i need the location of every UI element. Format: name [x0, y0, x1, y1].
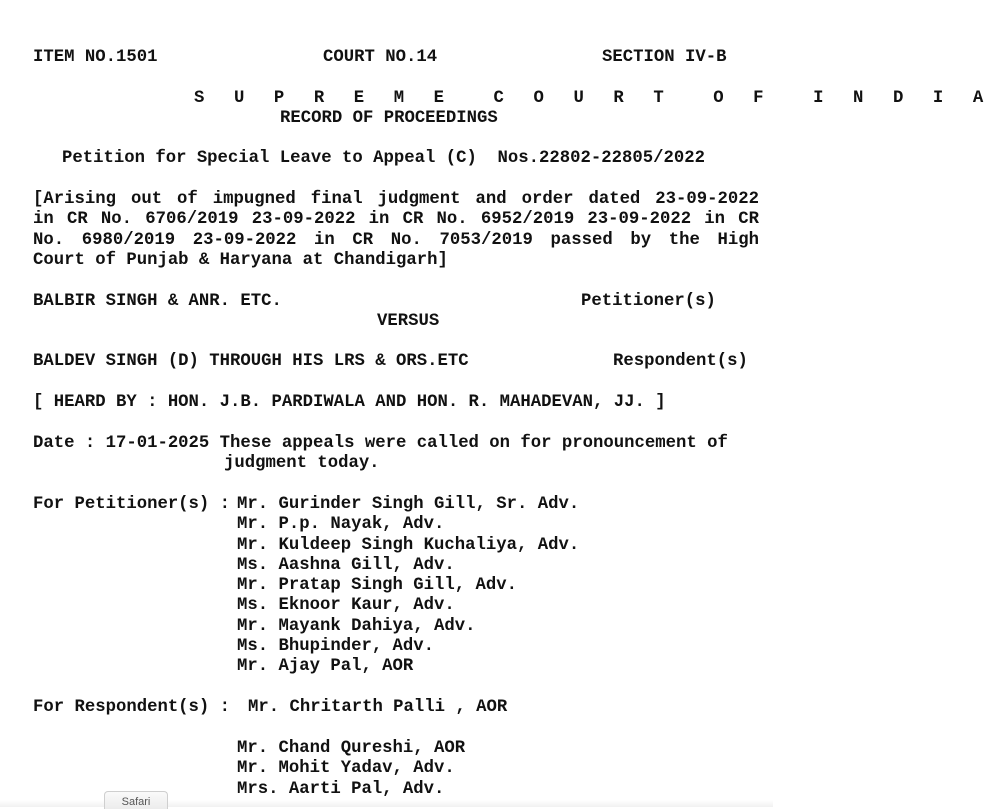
- for-petitioners-label: For Petitioner(s) :: [33, 495, 231, 514]
- arising-line-4: Court of Punjab & Haryana at Chandigarh]: [33, 251, 448, 270]
- court-number: COURT NO.14: [323, 48, 438, 67]
- respondent-name: BALDEV SINGH (D) THROUGH HIS LRS & ORS.ETC: [33, 352, 469, 371]
- respondent-counsel: Mrs. Aarti Pal, Adv.: [237, 780, 445, 799]
- court-title: S U P R E M E C O U R T O F I N D I A: [194, 89, 993, 108]
- petitioner-counsel: Mr. Ajay Pal, AOR: [237, 657, 414, 676]
- for-respondents-label: For Respondent(s) :: [33, 698, 231, 717]
- record-subtitle: RECORD OF PROCEEDINGS: [280, 109, 498, 128]
- date-line-continued: judgment today.: [224, 454, 380, 473]
- arising-line-2: in CR No. 6706/2019 23-09-2022 in CR No. 6952/2019 23-09-2022 in CR: [33, 210, 759, 229]
- petitioner-counsel: Ms. Bhupinder, Adv.: [237, 637, 435, 656]
- respondent-label: Respondent(s): [613, 352, 748, 371]
- heard-by: [ HEARD BY : HON. J.B. PARDIWALA AND HON. R. MAHADEVAN, JJ. ]: [33, 393, 666, 412]
- section-label: SECTION IV-B: [602, 48, 727, 67]
- versus-label: VERSUS: [377, 312, 440, 331]
- respondent-counsel: Mr. Mohit Yadav, Adv.: [237, 759, 455, 778]
- respondent-counsel: Mr. Chand Qureshi, AOR: [237, 739, 466, 758]
- petitioner-counsel: Mr. Kuldeep Singh Kuchaliya, Adv.: [237, 536, 580, 555]
- petitioner-counsel: Ms. Aashna Gill, Adv.: [237, 556, 455, 575]
- petitioner-counsel: Mr. Pratap Singh Gill, Adv.: [237, 576, 518, 595]
- petitioner-counsel: Mr. Gurinder Singh Gill, Sr. Adv.: [237, 495, 580, 514]
- arising-line-1: [Arising out of impugned final judgment and order dated 23-09-2022: [33, 190, 759, 209]
- petitioner-name: BALBIR SINGH & ANR. ETC.: [33, 292, 282, 311]
- date-line: Date : 17-01-2025 These appeals were called on for pronouncement of: [33, 434, 728, 453]
- item-number: ITEM NO.1501: [33, 48, 158, 67]
- petitioner-label: Petitioner(s): [581, 292, 716, 311]
- arising-line-3: No. 6980/2019 23-09-2022 in CR No. 7053/2019 passed by the High: [33, 231, 759, 250]
- petitioner-counsel: Ms. Eknoor Kaur, Adv.: [237, 596, 455, 615]
- safari-tab[interactable]: Safari: [104, 791, 168, 809]
- petitioner-counsel: Mr. P.p. Nayak, Adv.: [237, 515, 445, 534]
- petitioner-counsel: Mr. Mayank Dahiya, Adv.: [237, 617, 476, 636]
- respondent-counsel: Mr. Chritarth Palli , AOR: [248, 698, 508, 717]
- petition-title: Petition for Special Leave to Appeal (C) Nos.22802-22805/2022: [62, 149, 705, 168]
